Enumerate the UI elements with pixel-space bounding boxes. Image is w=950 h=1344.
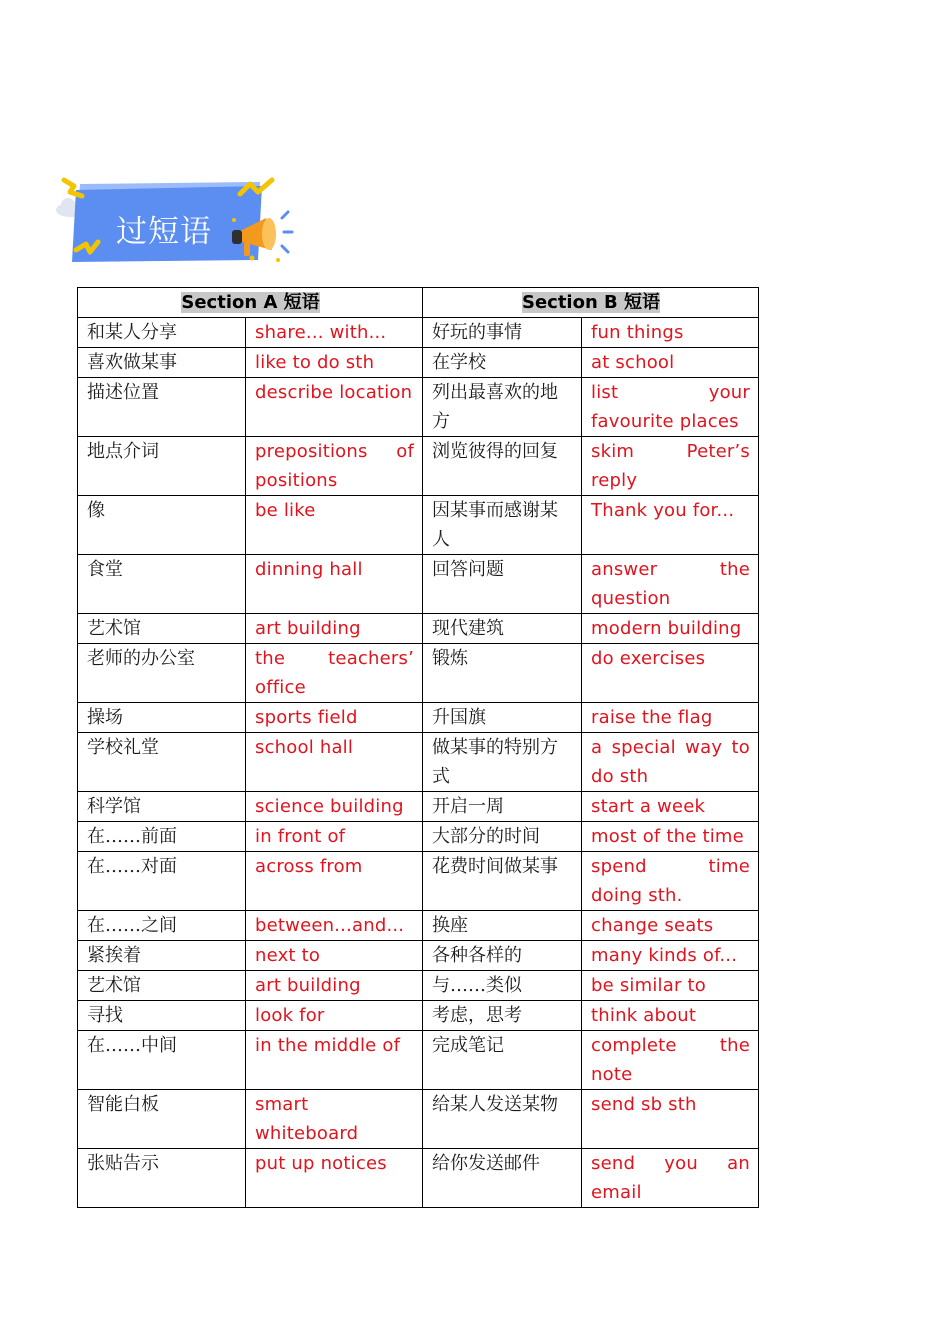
- section-a-chinese: 在……中间: [78, 1031, 246, 1090]
- table-row: [78, 1031, 759, 1090]
- table-row: [78, 644, 759, 703]
- section-b-english: fun things: [582, 318, 759, 348]
- section-a-chinese: 在……前面: [78, 822, 246, 852]
- section-b-chinese: 做某事的特别方式: [423, 733, 582, 792]
- section-a-chinese: 科学馆: [78, 792, 246, 822]
- table-row: [78, 1149, 759, 1208]
- table-row: [78, 1090, 759, 1149]
- phrase-table: [77, 287, 759, 1208]
- section-b-chinese: 各种各样的: [423, 941, 582, 971]
- section-b-chinese: 给你发送邮件: [423, 1149, 582, 1208]
- section-b-english: many kinds of...: [582, 941, 759, 971]
- section-b-chinese: 浏览彼得的回复: [423, 437, 582, 496]
- section-a-chinese: 操场: [78, 703, 246, 733]
- section-b-chinese: 换座: [423, 911, 582, 941]
- section-b-english: most of the time: [582, 822, 759, 852]
- section-b-chinese: 在学校: [423, 348, 582, 378]
- section-a-english: in front of: [246, 822, 423, 852]
- section-b-english: change seats: [582, 911, 759, 941]
- table-row: [78, 792, 759, 822]
- table-row: [78, 437, 759, 496]
- section-a-english: share... with...: [246, 318, 423, 348]
- section-b-english: spend time doing sth.: [582, 852, 759, 911]
- section-a-english: describe location: [246, 378, 423, 437]
- table-row: [78, 703, 759, 733]
- section-a-english: between...and...: [246, 911, 423, 941]
- section-b-chinese: 因某事而感谢某人: [423, 496, 582, 555]
- section-a-chinese: 描述位置: [78, 378, 246, 437]
- section-b-english: skim Peter’s reply: [582, 437, 759, 496]
- section-a-english: smart whiteboard: [246, 1090, 423, 1149]
- section-a-chinese: 地点介词: [78, 437, 246, 496]
- table-row: [78, 822, 759, 852]
- table-row: [78, 852, 759, 911]
- section-a-header: Section A 短语: [78, 288, 423, 318]
- section-b-english: answer the question: [582, 555, 759, 614]
- section-b-english: send you an email: [582, 1149, 759, 1208]
- section-a-english: look for: [246, 1001, 423, 1031]
- section-b-chinese: 锻炼: [423, 644, 582, 703]
- section-a-chinese: 食堂: [78, 555, 246, 614]
- section-a-english: put up notices: [246, 1149, 423, 1208]
- section-b-english: list your favourite places: [582, 378, 759, 437]
- table-row: [78, 614, 759, 644]
- table-row: [78, 941, 759, 971]
- section-banner: [50, 172, 300, 267]
- section-a-chinese: 在……对面: [78, 852, 246, 911]
- table-row: [78, 733, 759, 792]
- section-a-english: next to: [246, 941, 423, 971]
- section-b-english: do exercises: [582, 644, 759, 703]
- section-a-chinese: 艺术馆: [78, 614, 246, 644]
- section-a-chinese: 像: [78, 496, 246, 555]
- section-b-english: a special way to do sth: [582, 733, 759, 792]
- table-row: [78, 1001, 759, 1031]
- section-b-english: raise the flag: [582, 703, 759, 733]
- section-b-chinese: 开启一周: [423, 792, 582, 822]
- table-row: [78, 496, 759, 555]
- section-b-english: complete the note: [582, 1031, 759, 1090]
- section-b-chinese: 升国旗: [423, 703, 582, 733]
- section-a-chinese: 学校礼堂: [78, 733, 246, 792]
- section-a-english: prepositions of positions: [246, 437, 423, 496]
- section-a-english: school hall: [246, 733, 423, 792]
- section-a-english: science building: [246, 792, 423, 822]
- section-b-english: at school: [582, 348, 759, 378]
- section-a-english: sports field: [246, 703, 423, 733]
- section-b-chinese: 列出最喜欢的地方: [423, 378, 582, 437]
- section-b-english: think about: [582, 1001, 759, 1031]
- section-b-chinese: 回答问题: [423, 555, 582, 614]
- section-b-english: be similar to: [582, 971, 759, 1001]
- sound-waves-icon: [282, 212, 292, 252]
- table-header-row: [78, 288, 759, 318]
- section-a-english: art building: [246, 971, 423, 1001]
- section-b-chinese: 给某人发送某物: [423, 1090, 582, 1149]
- section-b-english: modern building: [582, 614, 759, 644]
- section-a-english: be like: [246, 496, 423, 555]
- section-a-english: across from: [246, 852, 423, 911]
- section-a-chinese: 紧挨着: [78, 941, 246, 971]
- section-a-chinese: 张贴告示: [78, 1149, 246, 1208]
- section-b-english: Thank you for...: [582, 496, 759, 555]
- banner-title: 过短语: [116, 214, 212, 250]
- section-b-chinese: 花费时间做某事: [423, 852, 582, 911]
- section-a-chinese: 智能白板: [78, 1090, 246, 1149]
- section-a-chinese: 和某人分享: [78, 318, 246, 348]
- section-b-header: Section B 短语: [423, 288, 759, 318]
- section-a-english: the teachers’ office: [246, 644, 423, 703]
- section-a-chinese: 艺术馆: [78, 971, 246, 1001]
- table-row: [78, 378, 759, 437]
- section-b-chinese: 完成笔记: [423, 1031, 582, 1090]
- section-b-chinese: 现代建筑: [423, 614, 582, 644]
- section-b-chinese: 考虑，思考: [423, 1001, 582, 1031]
- section-a-chinese: 喜欢做某事: [78, 348, 246, 378]
- section-b-chinese: 好玩的事情: [423, 318, 582, 348]
- section-b-chinese: 与……类似: [423, 971, 582, 1001]
- table-row: [78, 911, 759, 941]
- section-a-english: in the middle of: [246, 1031, 423, 1090]
- section-a-chinese: 在……之间: [78, 911, 246, 941]
- section-a-chinese: 寻找: [78, 1001, 246, 1031]
- section-a-english: like to do sth: [246, 348, 423, 378]
- section-b-chinese: 大部分的时间: [423, 822, 582, 852]
- section-a-english: art building: [246, 614, 423, 644]
- table-row: [78, 318, 759, 348]
- table-row: [78, 348, 759, 378]
- table-row: [78, 971, 759, 1001]
- section-b-english: send sb sth: [582, 1090, 759, 1149]
- section-b-english: start a week: [582, 792, 759, 822]
- section-a-english: dinning hall: [246, 555, 423, 614]
- section-a-chinese: 老师的办公室: [78, 644, 246, 703]
- table-row: [78, 555, 759, 614]
